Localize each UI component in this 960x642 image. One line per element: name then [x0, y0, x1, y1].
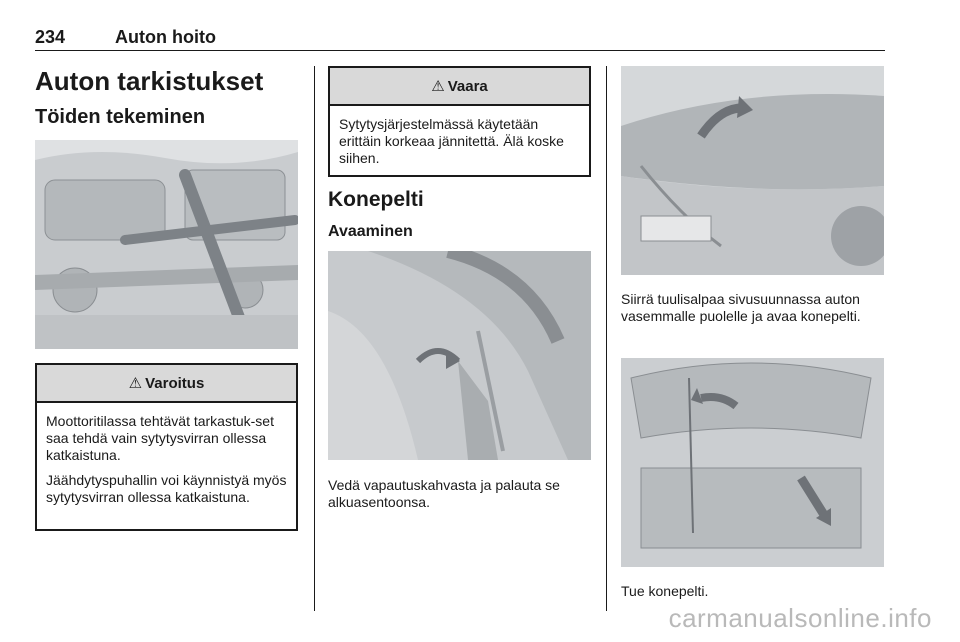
danger-box	[328, 66, 591, 177]
warning-paragraph: Jäähdytyspuhallin voi käynnistyä myös sytytysvirran ollessa katkaistuna.	[46, 472, 287, 505]
column-divider-2	[606, 66, 607, 611]
warning-box	[35, 363, 298, 531]
engine-bay-drawing	[35, 140, 298, 349]
warning-box-header	[37, 365, 296, 403]
caption-tue: Tue konepelti.	[621, 583, 709, 599]
section-title: Töiden tekeminen	[35, 106, 206, 128]
car-front-illustration	[621, 66, 884, 275]
section-title-konepelti: Konepelti	[328, 188, 424, 211]
danger-box-body	[330, 106, 589, 167]
subsection-title: Avaaminen	[328, 223, 413, 240]
danger-box-title: Vaara	[447, 77, 488, 95]
warning-paragraph: Moottoritilassa tehtävät tarkastuk-set saa tehdä vain sytytysvirran ollessa katkaistuna.	[46, 413, 274, 463]
hood-prop-drawing	[621, 358, 884, 567]
warning-triangle-icon: ⚠	[431, 78, 445, 95]
page-title: Auton tarkistukset	[35, 66, 264, 96]
car-front-drawing	[621, 66, 884, 275]
header-rule	[35, 50, 885, 51]
hood-release-drawing	[328, 251, 591, 460]
column-divider-1	[314, 66, 315, 611]
danger-box-header	[330, 68, 589, 106]
caption-siirra: Siirrä tuulisalpaa sivusuunnassa auton vasemmalle puolelle ja avaa konepelti.	[621, 291, 861, 324]
hood-prop-illustration	[621, 358, 884, 567]
danger-paragraph: Sytytysjärjestelmässä käytetään erittäin korkeaa jännitettä. Älä koske siihen.	[339, 116, 564, 166]
warning-box-body	[37, 403, 296, 506]
watermark: carmanualsonline.info	[668, 603, 932, 633]
page-header	[35, 27, 885, 51]
warning-triangle-icon: ⚠	[128, 375, 143, 392]
page-number: 234	[35, 27, 66, 47]
caption-avaaminen: Vedä vapautuskahvasta ja palauta se alkuasentoonsa.	[328, 477, 560, 510]
hood-release-illustration	[328, 251, 591, 460]
warning-box-title: Varoitus	[145, 374, 205, 392]
chapter-title: Auton hoito	[115, 27, 216, 47]
engine-bay-illustration	[35, 140, 298, 349]
